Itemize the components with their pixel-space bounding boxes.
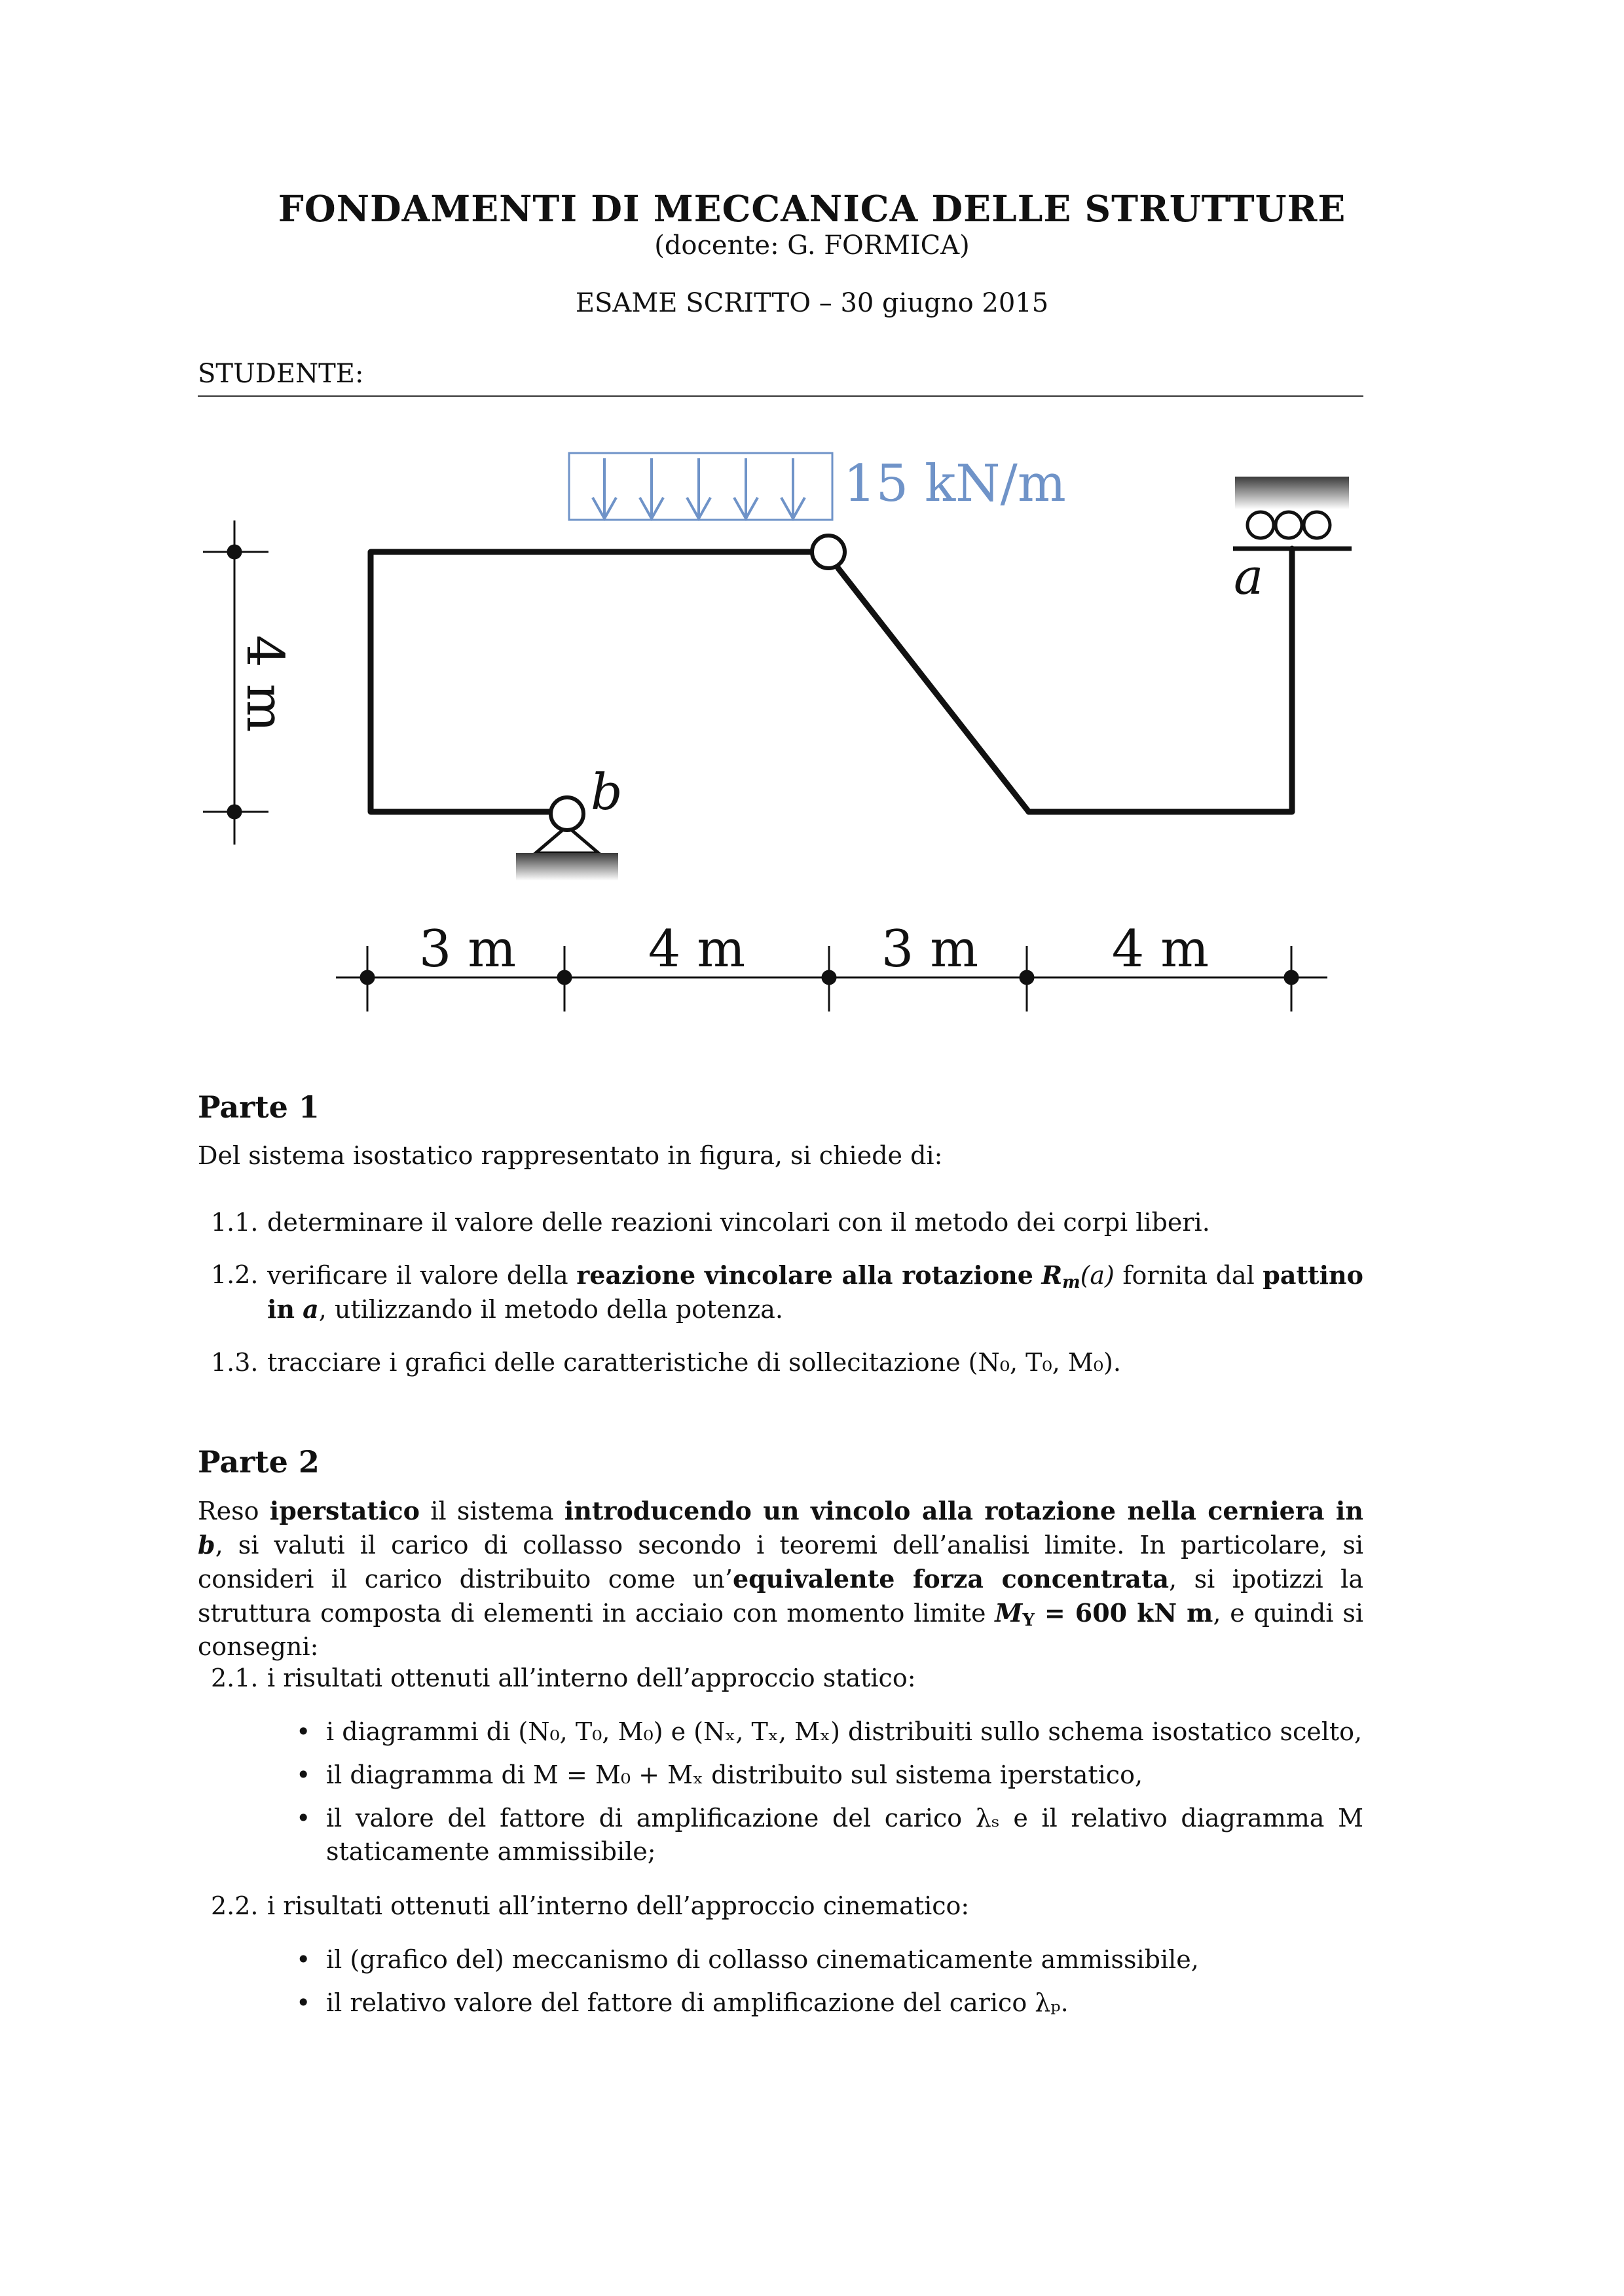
- bullet-item: [198, 1715, 1363, 1749]
- ground-a: [1235, 477, 1349, 509]
- frame-members: [371, 549, 1292, 812]
- list-item: [198, 1346, 1363, 1379]
- bullet-text: i diagrammi di (N₀, T₀, M₀) e (Nₓ, Tₓ, Mₓ) distribuiti sullo schema isostatico scelto,: [326, 1717, 1363, 1746]
- teacher-line: (docente: G. FORMICA): [654, 230, 970, 261]
- bullet-item: [198, 1758, 1363, 1792]
- list-item: [198, 1662, 1363, 1695]
- parte2-heading: Parte 2: [198, 1444, 320, 1480]
- span-label: 3 m: [418, 920, 517, 979]
- span-label: 4 m: [648, 920, 746, 979]
- item-text: i risultati ottenuti all’interno dell’approccio statico:: [267, 1664, 916, 1692]
- bullet-item: [198, 1943, 1363, 1977]
- load-label: 15 kN/m: [843, 454, 1066, 513]
- parte1-intro: Del sistema isostatico rappresentato in figura, si chiede di:: [198, 1141, 943, 1170]
- item-number: 1.3.: [211, 1348, 259, 1377]
- bullet-text: il relativo valore del fattore di amplificazione del carico λₚ.: [326, 1988, 1069, 2017]
- exam-date-line: ESAME SCRITTO – 30 giugno 2015: [575, 288, 1049, 318]
- bullet-icon: •: [296, 1988, 311, 2017]
- bullet-item: [198, 1986, 1363, 2020]
- bullet-text: il (grafico del) meccanismo di collasso cinematicamente ammissibile,: [326, 1945, 1199, 1974]
- roller: [1276, 512, 1302, 538]
- list-item: [198, 1206, 1363, 1239]
- item-number: 1.1.: [211, 1208, 259, 1237]
- item-text: tracciare i grafici delle caratteristiche di sollecitazione (N₀, T₀, M₀).: [267, 1348, 1121, 1377]
- distributed-load: [569, 453, 1066, 520]
- bullet-text: il diagramma di M = M₀ + Mₓ distribuito sul sistema iperstatico,: [326, 1760, 1143, 1789]
- bullet-icon: •: [296, 1717, 311, 1746]
- span-label: 4 m: [1111, 920, 1209, 979]
- ground-b: [516, 853, 618, 881]
- label-b: b: [591, 763, 623, 821]
- list-item: [198, 1889, 1363, 1923]
- bullet-icon: •: [296, 1760, 311, 1789]
- item-number: 1.2.: [211, 1260, 259, 1289]
- inclined-member: [838, 568, 1029, 812]
- internal-hinge: [812, 536, 845, 568]
- support-b: [516, 763, 623, 881]
- parte1-heading: Parte 1: [198, 1089, 320, 1125]
- bullet-item: [198, 1802, 1363, 1868]
- bullet-icon: •: [296, 1804, 311, 1832]
- item-text: determinare il valore delle reazioni vincolari con il metodo dei corpi liberi.: [267, 1208, 1210, 1237]
- bullet-icon: •: [296, 1945, 311, 1974]
- structure-figure: [0, 0, 1624, 1080]
- hinge-b: [551, 797, 583, 830]
- roller: [1304, 512, 1330, 538]
- height-label: 4 m: [235, 635, 294, 733]
- document-title: FONDAMENTI DI MECCANICA DELLE STRUTTURE: [278, 187, 1346, 230]
- item-number: 2.1.: [211, 1664, 259, 1692]
- item-text: i risultati ottenuti all’interno dell’approccio cinematico:: [267, 1891, 970, 1920]
- parte2-paragraph: Reso iperstatico il sistema introducendo un vincolo alla rotazione nella cerniera in b, si valuti il carico di collasso secondo i teoremi dell’analisi limite. In particolare, si consideri il carico distribuito come un’equivalente forza concentrata, si ipotizzi la struttura composta di elementi in acciaio con momento limite $M_Y = 600$ kN m, e quindi si consegni:: [198, 1496, 1363, 1661]
- label-a: a: [1234, 547, 1264, 606]
- span-label: 3 m: [881, 920, 979, 979]
- item-text: verificare il valore della reazione vincolare alla rotazione $R_m(a)$ fornita dal pattino in a, utilizzando il metodo della potenza.: [267, 1260, 1363, 1324]
- item-number: 2.2.: [211, 1891, 259, 1920]
- student-label: STUDENTE:: [198, 359, 364, 389]
- roller: [1247, 512, 1274, 538]
- list-item: [198, 1258, 1363, 1325]
- bullet-text: il valore del fattore di amplificazione del carico λₛ e il relativo diagramma M staticamente ammissibile;: [326, 1804, 1363, 1866]
